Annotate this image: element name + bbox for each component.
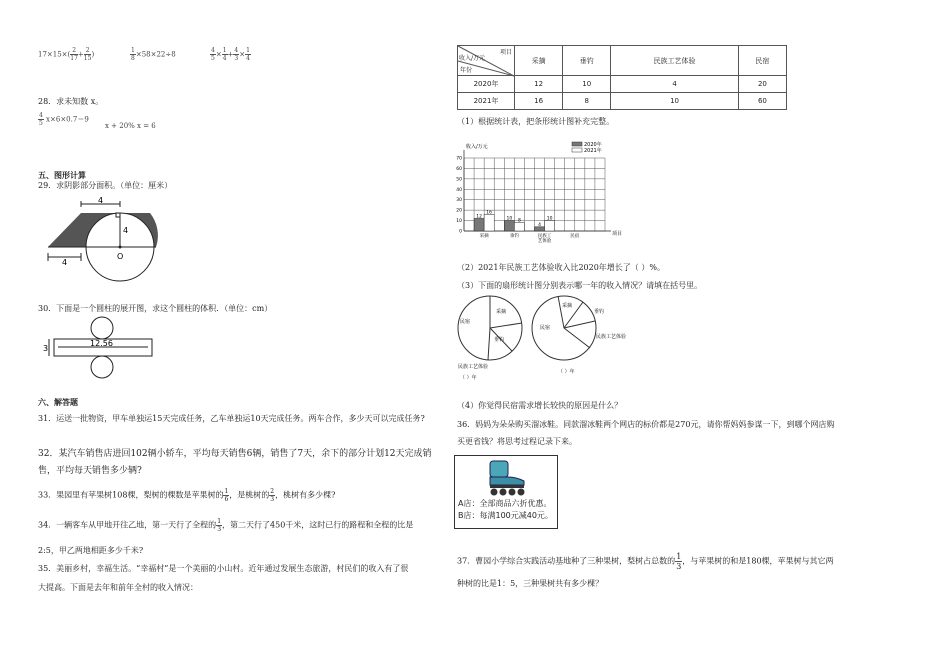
q29-label-top: 4 xyxy=(98,196,104,205)
x-tick-label: 采摘 xyxy=(479,234,489,239)
q28-equation-1: $\frac{4}{5}$ x×6×0.7＝9 xyxy=(39,112,89,127)
pie2-label-chuidiao: 垂钓 xyxy=(594,309,605,315)
bar-value-label: 12 xyxy=(476,214,482,220)
bar-2020年-采摘 xyxy=(474,218,484,231)
table-header-cell: 民族工艺体验 xyxy=(611,46,739,76)
pie1-caption: （ ）年 xyxy=(460,375,477,381)
bar-2020年-垂钓 xyxy=(504,221,514,231)
y-tick-label: 60 xyxy=(456,166,462,172)
income-table xyxy=(457,45,787,110)
corner-bot: 年份 xyxy=(460,67,473,74)
bar-value-label: 10 xyxy=(546,216,553,222)
q37-text: 37．曹园小学综合实践活动基地种了三种果树，梨树占总数的 $\frac{1}{3}$ ，与苹果树的和是180棵，苹果树与其它两 xyxy=(457,552,834,571)
q30-title: 30．下面是一个圆柱的展开图，求这个圆柱的体积．（单位：cm） xyxy=(38,304,273,313)
pie-chart-1 xyxy=(452,293,532,383)
legend-swatch-2021 xyxy=(572,148,582,152)
section-6-heading: 六、解答题 xyxy=(38,398,78,407)
income-bar-chart xyxy=(450,138,630,250)
chart-legend xyxy=(572,141,602,154)
legend-label-2021: 2021年 xyxy=(584,148,602,154)
q29-shaded-figure xyxy=(40,195,200,270)
y-tick-label: 30 xyxy=(456,198,462,204)
table-corner-cell xyxy=(458,46,515,76)
bottom-circle xyxy=(91,356,113,378)
q35-text-cont: 大提高。下面是去年和前年全村的收入情况： xyxy=(38,583,198,592)
pie2-label-caizhai: 采摘 xyxy=(562,303,573,309)
corner-mid: 收入/万元 xyxy=(459,55,486,62)
legend-label-2020: 2020年 xyxy=(584,142,602,148)
q29-label-side: 4 xyxy=(123,226,129,235)
q30-height-label: 3 xyxy=(43,344,49,353)
table-header-cell: 垂钓 xyxy=(563,46,611,76)
q28-title: 28．求未知数 x。 xyxy=(38,97,104,106)
q29-title: 29．求阴影部分面积。（单位：厘米） xyxy=(38,181,173,190)
q34-text-cont: 2:5，甲乙两地相距多少千米? xyxy=(38,546,144,555)
pie2-caption: （ ）年 xyxy=(558,369,575,375)
y-tick-label: 0 xyxy=(459,229,462,235)
q35-part1: （1）根据统计表，把条形统计图补充完整。 xyxy=(457,117,615,126)
pie1-label-caizhai: 采摘 xyxy=(496,309,507,315)
corner-top: 项目 xyxy=(499,49,512,56)
q30-cylinder-net xyxy=(40,315,160,385)
q35-part4: （4）你觉得民宿需求增长较快的原因是什么？ xyxy=(457,401,623,410)
y-tick-label: 40 xyxy=(456,187,462,193)
q31-text: 31．运送一批物资，甲车单独运15天完成任务，乙车单独运10天完成任务。两车合作，多少天可以完成任务? xyxy=(38,414,425,423)
bar-value-label: 10 xyxy=(506,216,513,222)
chart-y-title: 收入/万元 xyxy=(466,144,488,150)
q36-text-cont: 买更省钱？将思考过程记录下来。 xyxy=(457,437,577,446)
q35-text: 35．美丽乡村，幸福生活。“幸福村”是一个美丽的小山村。近年通过发展生态旅游，村民们的收入有了很 xyxy=(38,564,409,573)
expression-2: $\frac{1}{8}$ ×58×22÷8 xyxy=(131,47,176,62)
shop-card xyxy=(454,455,558,529)
q37-text-cont: 种树的比是1：5，三种果树共有多少棵？ xyxy=(457,579,604,588)
bar-2021年-垂钓 xyxy=(514,223,524,231)
section-5-heading: 五、图形计算 xyxy=(38,171,86,180)
expression-3: $\frac{4}{5}$ × $\frac{1}{4}$ + $\frac{4}{3}$ × $\frac{1}{4}$ xyxy=(211,47,250,62)
bar-2021年-采摘 xyxy=(484,214,494,231)
q35-part3: （3）下面的扇形统计图分别表示哪一年的收入情况？请填在括号里。 xyxy=(457,281,703,290)
pie1-label-gongyi: 民族工艺体验 xyxy=(458,364,489,370)
pie1-label-minsu: 民宿 xyxy=(460,319,471,325)
bar-value-label: 8 xyxy=(517,218,521,224)
chart-x-title: 项目 xyxy=(612,231,623,237)
x-tick-label-cont: 艺体验 xyxy=(537,239,552,244)
x-tick-label: 垂钓 xyxy=(509,234,519,239)
bar-value-label: 16 xyxy=(486,210,493,216)
shop-a-offer: A店：全部商品六折优惠。 xyxy=(458,499,552,508)
table-header-cell: 采摘 xyxy=(515,46,563,76)
x-tick-label: 民族工 xyxy=(537,234,552,239)
q30-length-label: 12.56 xyxy=(90,339,113,348)
x-tick-label: 民宿 xyxy=(570,234,580,239)
y-tick-label: 10 xyxy=(456,219,462,225)
q32-text: 32．某汽车销售店进回102辆小轿车，平均每天销售6辆，销售了7天，余下的部分计划12天完成销售，平均每天销售多少辆? xyxy=(38,449,432,476)
pie-chart-2 xyxy=(528,293,627,383)
expression-1: 17×15×( $\frac{2}{17}$ + $\frac{2}{15}$ ) xyxy=(38,47,95,62)
table-row: 2021年 16 8 10 60 xyxy=(458,93,787,110)
pie2-label-gongyi: 民族工艺体验 xyxy=(596,334,627,340)
shop-b-offer: B店：每满100元减40元。 xyxy=(458,511,553,520)
pie1-label-chuidiao: 垂钓 xyxy=(494,337,505,343)
table-row: 2020年 12 10 4 20 xyxy=(458,76,787,93)
q33-text: 33．果园里有苹果树108棵，梨树的棵数是苹果树的 $\frac{1}{6}$ ，是桃树的 $\frac{2}{3}$ ，桃树有多少棵? xyxy=(38,488,336,503)
y-tick-label: 50 xyxy=(456,177,462,183)
top-circle xyxy=(91,317,113,339)
q35-part2: （2）2021年民族工艺体验收入比2020年增长了（ ）%。 xyxy=(457,263,665,272)
q34-text: 34．一辆客车从甲地开往乙地，第一天行了全程的 $\frac{1}{3}$ ，第二天行了450千米，这时已行的路程和全程的比是 xyxy=(38,518,414,533)
q29-label-bottom: 4 xyxy=(62,258,68,267)
bar-value-label: 4 xyxy=(538,222,541,228)
q36-text: 36．妈妈为朵朵购买溜冰鞋。同款溜冰鞋两个网店的标价都是270元，请你帮妈妈参谋一下，到哪个网店购 xyxy=(457,420,835,429)
table-header-cell: 民宿 xyxy=(738,46,786,76)
legend-swatch-2020 xyxy=(572,142,582,146)
roller-skate-icon xyxy=(456,457,556,499)
q29-label-center: O xyxy=(117,252,124,261)
y-tick-label: 70 xyxy=(456,156,462,162)
bar-2021年-民族工艺体验 xyxy=(545,221,555,231)
q28-equation-2: x + 20% x = 6 xyxy=(105,122,156,130)
pie2-label-minsu: 民宿 xyxy=(540,325,551,331)
y-tick-label: 20 xyxy=(456,208,462,214)
